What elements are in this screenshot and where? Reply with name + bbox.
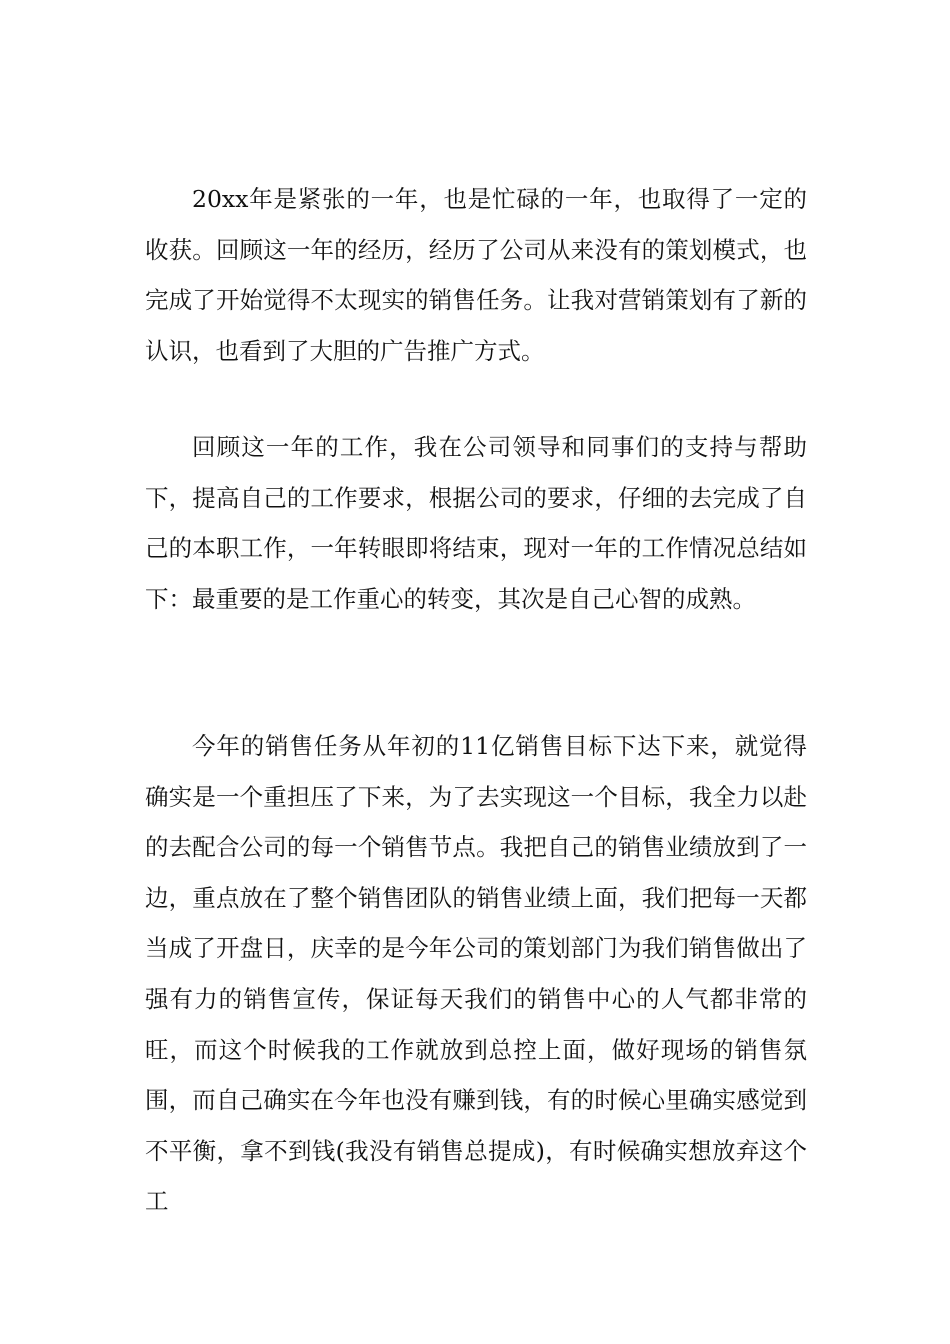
paragraph-year-review: 20xx年是紧张的一年，也是忙碌的一年，也取得了一定的收获。回顾这一年的经历，经历了公司从来没有的策划模式，也完成了开始觉得不太现实的销售任务。让我对营销策划有了新的认识，也看到了大胆的广告推广方式。 [145, 185, 807, 365]
paragraph-work-review: 回顾这一年的工作，我在公司领导和同事们的支持与帮助下，提高自己的工作要求，根据公司的要求，仔细的去完成了自己的本职工作，一年转眼即将结束，现对一年的工作情况总结如下：最重要的是工作重心的转变，其次是自己心智的成熟。 [145, 433, 807, 613]
paragraph-sales-task: 今年的销售任务从年初的11亿销售目标下达下来，就觉得确实是一个重担压了下来，为了去实现这一个目标，我全力以赴的去配合公司的每一个销售节点。我把自己的销售业绩放到了一边，重点放在了整个销售团队的销售业绩上面，我们把每一天都当成了开盘日，庆幸的是今年公司的策划部门为我们销售做出了强有力的销售宣传，保证每天我们的销售中心的人气都非常的旺，而这个时候我的工作就放到总控上面，做好现场的销售氛围，而自己确实在今年也没有赚到钱，有的时候心里确实感觉到不平衡，拿不到钱(我没有销售总提成)，有时候确实想放弃这个工 [145, 732, 807, 1216]
